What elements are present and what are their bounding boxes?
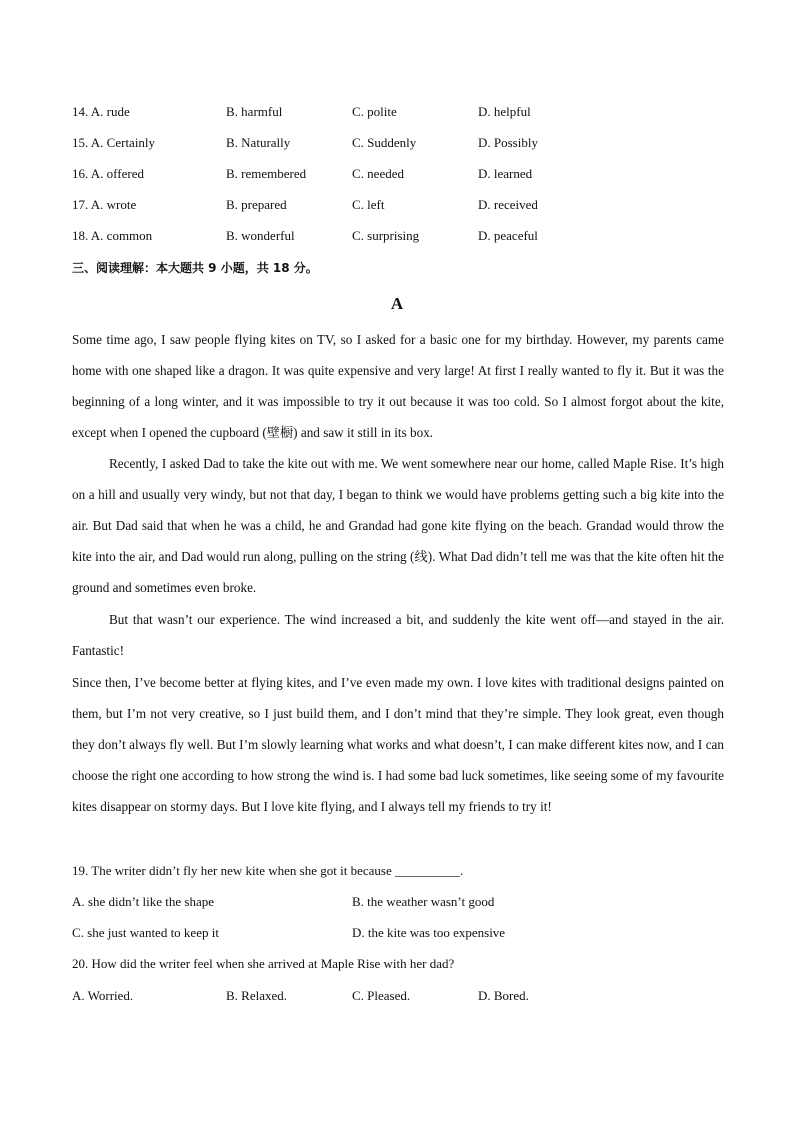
question-19-option-d: D. the kite was too expensive xyxy=(352,925,506,940)
option-d: D. received xyxy=(478,197,538,212)
option-c: C. surprising xyxy=(352,228,420,243)
question-17-options xyxy=(72,195,732,215)
option-a: 15. A. Certainly xyxy=(72,135,156,150)
question-16-options xyxy=(72,164,732,184)
option-a: 17. A. wrote xyxy=(72,197,137,212)
option-a: 16. A. offered xyxy=(72,166,144,181)
question-18-options xyxy=(72,226,732,246)
option-d: D. Possibly xyxy=(478,135,538,150)
option-c: C. needed xyxy=(352,166,404,181)
question-14-options xyxy=(72,102,732,122)
option-b: B. harmful xyxy=(226,104,283,119)
option-c: C. polite xyxy=(352,104,397,119)
option-d: D. helpful xyxy=(478,104,531,119)
option-d: D. learned xyxy=(478,166,533,181)
passage-paragraph-2: Recently, I asked Dad to take the kite out with me. We went somewhere near our home, called Maple Rise. It’s high on a hill and usually very windy, but not that day, I began to think we would have problems getting such a big kite into the air. But Dad said that when he was a child, he and Grandad had gone kite flying on the beach. Grandad would throw the kite into the air, and Dad would run along, pulling on the string (线). What Dad didn’t tell me was that the kite often hit the ground and sometimes even broke. xyxy=(72,456,724,595)
option-b: B. wonderful xyxy=(226,228,295,243)
option-c: C. Suddenly xyxy=(352,135,417,150)
option-a: 18. A. common xyxy=(72,228,153,243)
question-19-option-c: C. she just wanted to keep it xyxy=(72,925,219,940)
option-b: B. Naturally xyxy=(226,135,291,150)
option-a: 14. A. rude xyxy=(72,104,130,119)
question-19-option-b: B. the weather wasn’t good xyxy=(352,894,495,909)
question-20-stem: 20. How did the writer feel when she arrived at Maple Rise with her dad? xyxy=(72,956,455,971)
option-d: D. peaceful xyxy=(478,228,538,243)
passage-paragraph-1: Some time ago, I saw people flying kites on TV, so I asked for a basic one for my birthday. However, my parents came home with one shaped like a dragon. It was quite expensive and very large! At first I really wanted to fly it. But it was the beginning of a long winter, and it was impossible to try it out because it was too cold. So I almost forgot about the kite, except when I opened the cupboard (壁橱) and saw it still in its box. xyxy=(72,332,724,440)
section-heading: 三、阅读理解：本大题共 9 小题，共 18 分。 xyxy=(72,261,318,275)
passage-paragraph-3: But that wasn’t our experience. The wind increased a bit, and suddenly the kite went off—and stayed in the air. Fantastic! xyxy=(72,612,724,658)
passage-title: A xyxy=(390,294,404,313)
option-c: C. left xyxy=(352,197,385,212)
question-19-stem: 19. The writer didn’t fly her new kite when she got it because __________. xyxy=(72,863,464,878)
question-20-option-d: D. Bored. xyxy=(478,988,529,1003)
question-15-options xyxy=(72,133,732,153)
option-b: B. remembered xyxy=(226,166,307,181)
option-b: B. prepared xyxy=(226,197,287,212)
question-19-option-a: A. she didn’t like the shape xyxy=(72,894,215,909)
question-20-option-b: B. Relaxed. xyxy=(226,988,288,1003)
passage-paragraph-4: Since then, I’ve become better at flying kites, and I’ve even made my own. I love kites with traditional designs painted on them, but I’m not very creative, so I just build them, and I don’t mind that they’re simple. They look great, even though they don’t always fly well. But I’m slowly learning what works and what doesn’t, I can make different kites now, and I can choose the right one according to how strong the wind is. I had some bad luck sometimes, like seeing some of my favourite kites disappear on stormy days. But I love kite flying, and I always tell my friends to try it! xyxy=(72,675,724,814)
question-20-option-a: A. Worried. xyxy=(72,988,134,1003)
question-20-option-c: C. Pleased. xyxy=(352,988,411,1003)
